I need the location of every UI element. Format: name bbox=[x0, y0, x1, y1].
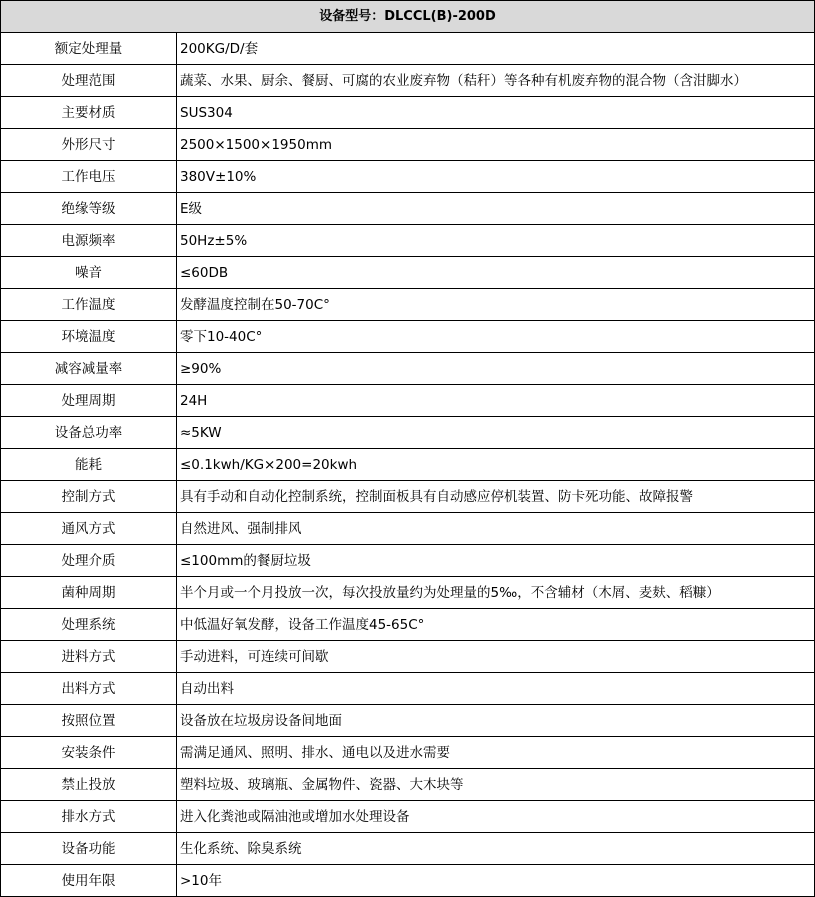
row-value: 生化系统、除臭系统 bbox=[177, 833, 815, 865]
row-value: 零下10-40C° bbox=[177, 321, 815, 353]
row-label: 处理系统 bbox=[1, 609, 177, 641]
row-label: 进料方式 bbox=[1, 641, 177, 673]
table-row bbox=[1, 449, 815, 481]
table-row bbox=[1, 417, 815, 449]
table-row bbox=[1, 673, 815, 705]
table-row bbox=[1, 577, 815, 609]
table-row bbox=[1, 257, 815, 289]
row-value: >10年 bbox=[177, 865, 815, 897]
row-label: 设备功能 bbox=[1, 833, 177, 865]
table-row bbox=[1, 385, 815, 417]
table-row bbox=[1, 769, 815, 801]
row-label: 通风方式 bbox=[1, 513, 177, 545]
row-label: 噪音 bbox=[1, 257, 177, 289]
table-row bbox=[1, 481, 815, 513]
row-label: 禁止投放 bbox=[1, 769, 177, 801]
table-title: 设备型号：DLCCL(B)-200D bbox=[1, 1, 815, 33]
row-label: 处理范围 bbox=[1, 65, 177, 97]
row-value: E级 bbox=[177, 193, 815, 225]
row-value: 手动进料，可连续可间歇 bbox=[177, 641, 815, 673]
row-value: 进入化粪池或隔油池或增加水处理设备 bbox=[177, 801, 815, 833]
row-label: 工作温度 bbox=[1, 289, 177, 321]
row-value: ≤100mm的餐厨垃圾 bbox=[177, 545, 815, 577]
row-value: 自然进风、强制排风 bbox=[177, 513, 815, 545]
row-value: 塑料垃圾、玻璃瓶、金属物件、瓷器、大木块等 bbox=[177, 769, 815, 801]
row-value: 具有手动和自动化控制系统，控制面板具有自动感应停机装置、防卡死功能、故障报警 bbox=[177, 481, 815, 513]
row-label: 处理介质 bbox=[1, 545, 177, 577]
table-row bbox=[1, 161, 815, 193]
row-label: 设备总功率 bbox=[1, 417, 177, 449]
row-label: 主要材质 bbox=[1, 97, 177, 129]
row-value: 380V±10% bbox=[177, 161, 815, 193]
row-label: 安装条件 bbox=[1, 737, 177, 769]
row-label: 减容减量率 bbox=[1, 353, 177, 385]
table-row bbox=[1, 225, 815, 257]
row-value: 发酵温度控制在50-70C° bbox=[177, 289, 815, 321]
table-row bbox=[1, 801, 815, 833]
row-value: 设备放在垃圾房设备间地面 bbox=[177, 705, 815, 737]
table-header-row bbox=[1, 1, 815, 33]
row-value: 需满足通风、照明、排水、通电以及进水需要 bbox=[177, 737, 815, 769]
row-value: 200KG/D/套 bbox=[177, 33, 815, 65]
row-label: 环境温度 bbox=[1, 321, 177, 353]
row-value: SUS304 bbox=[177, 97, 815, 129]
row-value: ≥90% bbox=[177, 353, 815, 385]
table-row bbox=[1, 609, 815, 641]
table-row bbox=[1, 193, 815, 225]
row-label: 绝缘等级 bbox=[1, 193, 177, 225]
row-value: 2500×1500×1950mm bbox=[177, 129, 815, 161]
table-row bbox=[1, 289, 815, 321]
row-label: 出料方式 bbox=[1, 673, 177, 705]
row-label: 额定处理量 bbox=[1, 33, 177, 65]
row-value: 24H bbox=[177, 385, 815, 417]
table-row bbox=[1, 97, 815, 129]
table-row bbox=[1, 865, 815, 897]
row-label: 外形尺寸 bbox=[1, 129, 177, 161]
row-value: 自动出料 bbox=[177, 673, 815, 705]
row-value: 蔬菜、水果、厨余、餐厨、可腐的农业废弃物（秸秆）等各种有机废弃物的混合物（含泔脚水） bbox=[177, 65, 815, 97]
table-row bbox=[1, 65, 815, 97]
table-row bbox=[1, 33, 815, 65]
table-row bbox=[1, 353, 815, 385]
row-value: 50Hz±5% bbox=[177, 225, 815, 257]
table-row bbox=[1, 545, 815, 577]
table-row bbox=[1, 321, 815, 353]
row-label: 菌种周期 bbox=[1, 577, 177, 609]
row-label: 使用年限 bbox=[1, 865, 177, 897]
row-label: 排水方式 bbox=[1, 801, 177, 833]
row-value: ≤60DB bbox=[177, 257, 815, 289]
row-value: ≤0.1kwh/KG×200=20kwh bbox=[177, 449, 815, 481]
row-label: 处理周期 bbox=[1, 385, 177, 417]
table-row bbox=[1, 705, 815, 737]
table-row bbox=[1, 641, 815, 673]
table-row bbox=[1, 129, 815, 161]
row-value: ≈5KW bbox=[177, 417, 815, 449]
row-label: 电源频率 bbox=[1, 225, 177, 257]
row-label: 控制方式 bbox=[1, 481, 177, 513]
row-label: 能耗 bbox=[1, 449, 177, 481]
row-label: 工作电压 bbox=[1, 161, 177, 193]
table-row bbox=[1, 513, 815, 545]
table-row bbox=[1, 737, 815, 769]
row-value: 半个月或一个月投放一次，每次投放量约为处理量的5‰，不含辅材（木屑、麦麸、稻糠） bbox=[177, 577, 815, 609]
row-value: 中低温好氧发酵，设备工作温度45-65C° bbox=[177, 609, 815, 641]
row-label: 按照位置 bbox=[1, 705, 177, 737]
table-row bbox=[1, 833, 815, 865]
